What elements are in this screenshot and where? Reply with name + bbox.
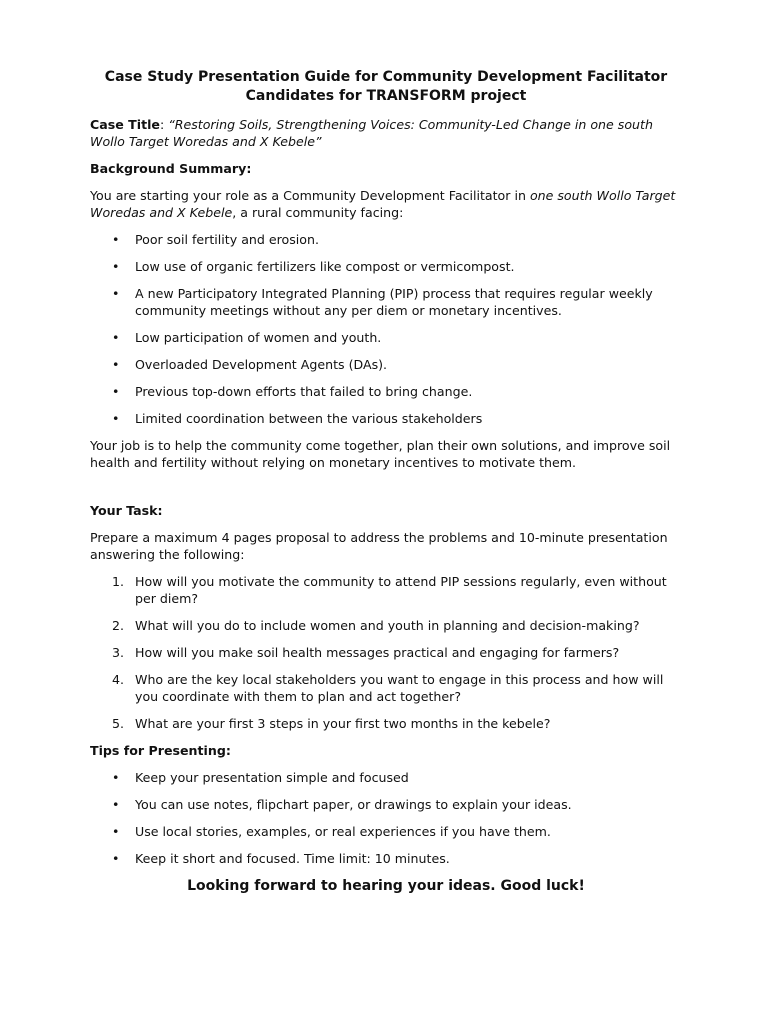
item-number: 4. — [112, 672, 125, 687]
case-title — [90, 116, 682, 150]
item-number: 3. — [112, 645, 125, 660]
title-line-2: Candidates for TRANSFORM project — [245, 88, 527, 104]
background-intro-italic: one south Wollo Target Woredas and X Kebele — [90, 188, 676, 220]
task-heading: Your Task: — [90, 503, 163, 518]
section-spacer — [90, 481, 682, 502]
background-intro-before: You are starting your role as a Community Development Facilitator in — [90, 188, 530, 203]
background-closing: Your job is to help the community come together, plan their own solutions, and improve soil health and fertility without relying on monetary incentives to motivate them. — [90, 438, 671, 470]
item-number: 1. — [112, 574, 125, 589]
item-text: What are your first 3 steps in your first two months in the kebele? — [135, 716, 551, 731]
list-item: • Keep your presentation simple and focused — [90, 769, 682, 786]
document-title — [90, 68, 682, 106]
numbered-item — [90, 715, 682, 732]
numbered-item — [90, 644, 682, 661]
numbered-item — [90, 573, 682, 607]
background-list — [90, 231, 682, 427]
document-page — [90, 68, 682, 896]
list-item: • Low use of organic fertilizers like compost or vermicompost. — [90, 258, 682, 275]
list-item: • Poor soil fertility and erosion. — [90, 231, 682, 248]
list-item: • Use local stories, examples, or real experiences if you have them. — [90, 823, 682, 840]
numbered-item — [90, 617, 682, 634]
list-item: • Previous top-down efforts that failed to bring change. — [90, 383, 682, 400]
case-title-label: Case Title — [90, 117, 160, 132]
item-text: What will you do to include women and youth in planning and decision-making? — [135, 618, 640, 633]
tips-list — [90, 769, 682, 867]
list-item: • You can use notes, flipchart paper, or drawings to explain your ideas. — [90, 796, 682, 813]
background-heading: Background Summary: — [90, 161, 252, 176]
case-title-text: “Restoring Soils, Strengthening Voices: Community-Led Change in one south Wollo Target Woredas and X Kebele” — [90, 117, 653, 149]
closing-line: Looking forward to hearing your ideas. Good luck! — [187, 878, 585, 894]
item-text: Who are the key local stakeholders you want to engage in this process and how will you coordinate with them to plan and act together? — [135, 672, 664, 704]
list-item: • A new Participatory Integrated Planning (PIP) process that requires regular weekly community meetings without any per diem or monetary incentives. — [90, 285, 682, 319]
title-line-1: Case Study Presentation Guide for Community Development Facilitator — [104, 69, 668, 85]
tips-heading: Tips for Presenting: — [90, 743, 231, 758]
numbered-item — [90, 671, 682, 705]
item-number: 2. — [112, 618, 125, 633]
list-item: • Limited coordination between the various stakeholders — [90, 410, 682, 427]
list-item: • Keep it short and focused. Time limit: 10 minutes. — [90, 850, 682, 867]
list-item: • Overloaded Development Agents (DAs). — [90, 356, 682, 373]
background-intro-after: , a rural community facing: — [232, 205, 404, 220]
item-number: 5. — [112, 716, 125, 731]
list-item: • Low participation of women and youth. — [90, 329, 682, 346]
task-intro: Prepare a maximum 4 pages proposal to address the problems and 10-minute presentation answering the following: — [90, 530, 668, 562]
task-list — [90, 573, 682, 732]
item-text: How will you make soil health messages practical and engaging for farmers? — [135, 645, 620, 660]
case-title-colon: : — [159, 117, 169, 132]
background-intro — [90, 187, 682, 221]
item-text: How will you motivate the community to attend PIP sessions regularly, even without per diem? — [135, 574, 667, 606]
